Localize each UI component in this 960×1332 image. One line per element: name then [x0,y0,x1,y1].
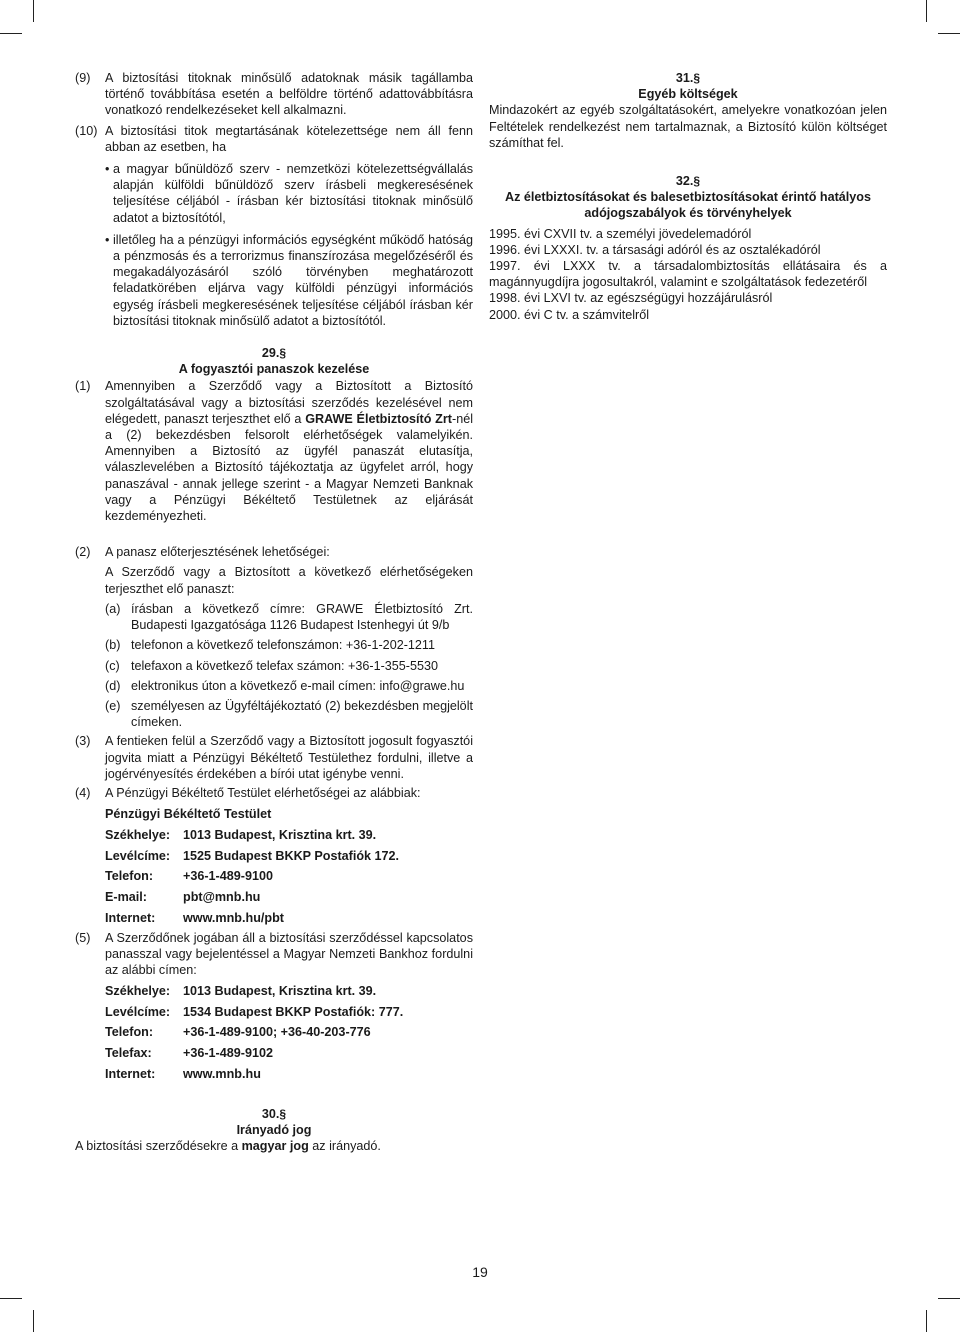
paragraph-number: (3) [75,734,91,749]
paragraph-number: (5) [75,930,91,945]
paragraph-text: A Pénzügyi Békéltető Testület elérhetőségei az alábbiak: [105,785,421,800]
contact-row: Telefon: +36-1-489-9100; +36-40-203-776 [105,1025,371,1040]
section-sign-icon: § [693,71,701,85]
contact-row: Telefon: +36-1-489-9100 [105,869,273,884]
section-30-number: 30.§ [261,1106,287,1121]
list-item: 1997. évi LXXX tv. a társadalombiztosítás ellátásaira és a magánnyugdíjra jogosultakról, valamint e szolgáltatások fedezetéről [489,259,887,290]
contact-row: Levélcíme: 1534 Budapest BKKP Postafiók: 777. [105,1004,404,1019]
bullet-item [105,161,473,226]
list-item: (d) elektronikus úton a következő e-mail címen: info@grawe.hu [105,678,465,693]
list-item: 1998. évi LXVI tv. az egészségügyi hozzájárulásról [489,291,773,306]
contact-row: Székhelye: 1013 Budapest, Krisztina krt. 39. [105,983,377,998]
paragraph-3 [75,733,473,782]
paragraph-text: A fentieken felül a Szerződő vagy a Biztosított jogosult fogyasztói jogvita miatt a Pénzügyi Békéltető Testülethez fordulni, illetve a jogérvényesítés érdekében a bírói utat igénybe venni. [105,734,473,781]
section-32-number: 32.§ [675,174,701,189]
paragraph-number: (9) [75,71,91,85]
paragraph-number: (4) [75,785,91,800]
paragraph-4 [75,785,473,801]
paragraph-number: (2) [75,545,91,560]
crop-mark-left-top [0,33,22,34]
paragraph-text: A Szerződőnek jogában áll a biztosítási szerződéssel kapcsolatos panasszal vagy bejelentéssel a Magyar Nemzeti Bankhoz fordulni az alábbi címen: [105,930,473,978]
paragraph-number: (10) [75,123,98,138]
list-item: (e) személyesen az Ügyféltájékoztató (2) bekezdésben megjelölt címeken. [105,698,473,730]
contact-row: Székhelye: 1013 Budapest, Krisztina krt. 39. [105,827,377,842]
section-32-title: Az életbiztosításokat és balesetbiztosításokat érintő hatályos adójogszabályok és törvényhelyek [504,190,872,221]
crop-mark-top-right [926,0,927,22]
left-column [75,70,473,1155]
contact-options-list [75,601,473,730]
crop-mark-top-left [33,0,34,22]
bullet-icon: • [105,162,110,177]
contact-row: Internet: www.mnb.hu [105,1066,261,1081]
section-sign-icon: § [693,174,701,189]
crop-mark-left-bottom [0,1298,22,1299]
bullet-text: a magyar bűnüldöző szerv - nemzetközi kötelezettségvállalás alapján külföldi bűnüldöző szerv írásbeli megkeresésének teljesítése céljából - írásban kér biztosítási titoknak minősülő adatot a biztosítótól, [113,162,473,225]
section-sign-icon: § [279,1106,287,1121]
right-column [489,70,887,323]
list-item: (b) telefonon a következő telefonszámon: +36-1-202-1211 [105,638,435,653]
paragraph-5 [75,930,473,979]
law-list [489,226,887,323]
section-30-title: Irányadó jog [236,1123,312,1138]
paragraph-2 [75,544,473,597]
section-sign-icon: § [279,346,287,361]
contact-row: Internet: www.mnb.hu/pbt [105,910,284,925]
company-name: GRAWE Életbiztosító Zrt [305,411,452,426]
paragraph-9 [75,70,473,119]
crop-mark-bottom-left [33,1310,34,1332]
crop-mark-right-top [938,33,960,34]
section-31-number: 31.§ [675,71,701,85]
contact-row: E-mail: pbt@mnb.hu [105,889,261,904]
crop-mark-right-bottom [938,1298,960,1299]
section-31-title: Egyéb költségek [638,87,738,102]
bullet-icon: • [105,232,110,247]
bullet-text: illetőleg ha a pénzügyi információs egységként működő hatóság a pénzmosás és a terrorizmus finanszírozása megelőzéséről és megakadályozásáról szóló törvényben meghatározott feladatkörében eljárva vagy külföldi pénzügyi információs egység írásbeli megkeresésének teljesítése céljából írásban kér biztosítási titoknak minősülő adatot a biztosítótól. [113,232,473,328]
list-item: (a) írásban a következő címre: GRAWE Életbiztosító Zrt. Budapesti Igazgatósága 1126 Budapest Istenhegyi út 9/b [105,601,473,633]
organization-title: Pénzügyi Békéltető Testület [105,807,272,822]
paragraph-10 [75,123,473,155]
paragraph-text: A biztosítási titoknak minősülő adatoknak másik tagállamba történő továbbítása esetén a belföldre történő adattovábbításra vonatkozó rendelkezéseket kell alkalmazni. [105,71,473,118]
section-29-number: 29.§ [261,346,287,361]
paragraph-1 [75,378,473,524]
paragraph-text: A panasz előterjesztésének lehetőségei: A Szerződő vagy a Biztosított a következő elérhetőségeken terjeszthet elő panaszt: [105,545,473,596]
list-item: 1995. évi CXVII tv. a személyi jövedelemadóról [489,226,752,241]
paragraph-text: A biztosítási titok megtartásának kötelezettsége nem áll fenn abban az esetben, ha [105,123,473,154]
list-item: 1996. évi LXXXI. tv. a társasági adóról és az osztalékadóról [489,242,821,257]
section-31-text: Mindazokért az egyéb szolgáltatásokért, amelyekre vonatkozóan jelen Feltételek rendelkezést nem tartalmaznak, a Biztosító külön költséget számíthat fel. [489,103,887,150]
contact-row: Telefax: +36-1-489-9102 [105,1046,273,1061]
section-30-text: A biztosítási szerződésekre a magyar jog az irányadó. [75,1139,381,1154]
crop-mark-bottom-right [926,1310,927,1332]
contact-row: Levélcíme: 1525 Budapest BKKP Postafiók 172. [105,848,400,863]
bullet-item [105,232,473,329]
paragraph-text: Amennyiben a Szerződő vagy a Biztosított a Biztosító szolgáltatásával vagy a biztosítási szerződés kezelésével nem elégedett, panaszt terjeszthet elő a GRAWE Életbiztosító Zrt-nél a (2) bekezdésben felsorolt elérhetőségek valamelyikén. Amennyiben a Biztosító az ügyfél panaszát elutasítja, válaszlevelében a Biztosító tájékoztatja az ügyfelet arról, hogy panaszával - annak jellege szerint - a Magyar Nemzeti Banknak vagy a Pénzügyi Békéltető Testületnek az eljárását kezdeményezheti. [105,379,473,524]
paragraph-number: (1) [75,379,91,394]
list-item: 2000. évi C tv. a számvitelről [489,307,650,322]
page-number: 19 [472,1264,488,1280]
list-item: (c) telefaxon a következő telefax számon: +36-1-355-5530 [105,658,438,673]
section-29-title: A fogyasztói panaszok kezelése [178,362,370,377]
